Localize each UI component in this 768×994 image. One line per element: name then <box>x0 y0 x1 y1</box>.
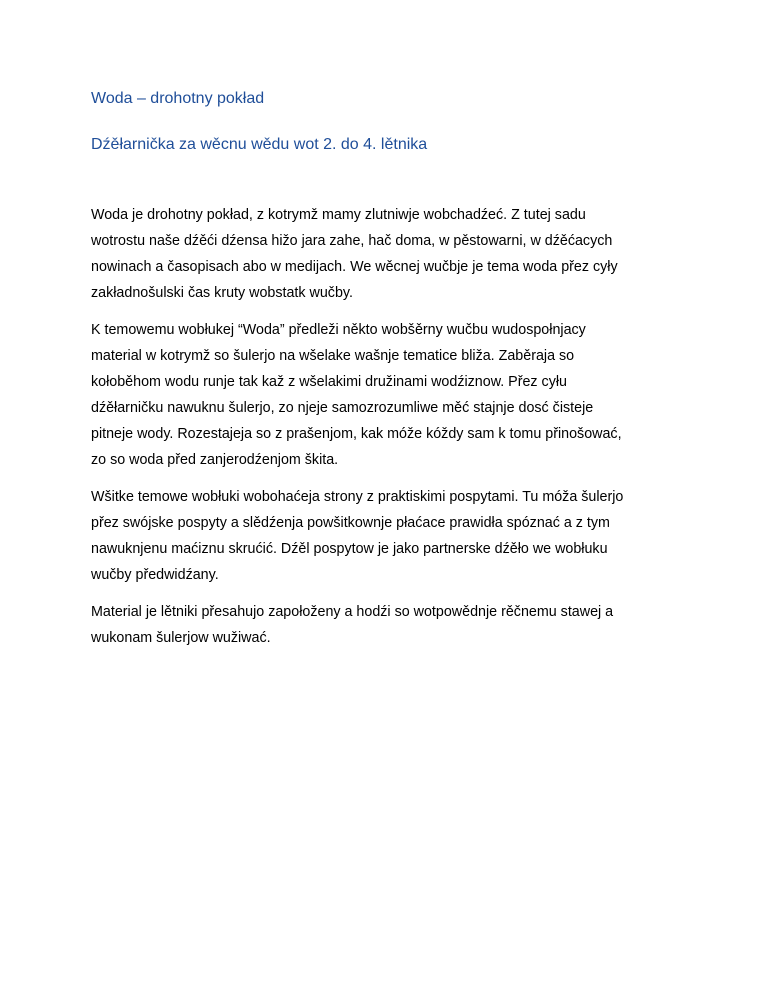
paragraph-line: K temowemu wobłukej “Woda” předleži někto wobšěrny wučbu wudospołnjacy <box>91 322 586 338</box>
paragraph-line: material w kotrymž so šulerjo na wšelake wašnje tematice bliža. Zaběraja so <box>91 348 575 364</box>
paragraph-line: wukonam šulerjow wužiwać. <box>91 630 271 646</box>
paragraph-line: dźěłarničku nawuknu šulerjo, zo njeje samozrozumliwe měć stajnje dosć čisteje <box>91 400 594 416</box>
paragraph-line: přez swójske pospyty a slědźenja powšitkownje płaćace prawidła spóznać a z tym <box>91 515 610 531</box>
paragraph-line: wučby předwidźany. <box>91 567 219 583</box>
paragraph-line: wotrostu naše dźěći dźensa hižo jara zahe, hač doma, w pěstowarni, w dźěćacych <box>91 233 613 249</box>
paragraph-line: zakładnošulski čas kruty wobstatk wučby. <box>91 285 353 301</box>
body-paragraph <box>91 317 691 473</box>
paragraph-line: pitneje wody. Rozestajeja so z prašenjom, kak móže kóždy sam k tomu přinošować, <box>91 426 622 442</box>
body-paragraph <box>91 202 691 306</box>
paragraph-line: Material je lětniki přesahujo zapołoženy a hodźi so wotpowědnje rěčnemu stawej a <box>91 604 614 620</box>
document-subtitle: Dźěłarnička za wěcnu wědu wot 2. do 4. lětnika <box>91 136 428 153</box>
paragraph-line: zo so woda před zanjerodźenjom škita. <box>91 452 339 468</box>
paragraph-line: Wšitke temowe wobłuki wobohaćeja strony z praktiskimi pospytami. Tu móža šulerjo <box>91 489 624 505</box>
body-paragraph <box>91 484 691 588</box>
document-body <box>91 202 691 662</box>
paragraph-line: kołoběhom wodu runje tak kaž z wšelakimi družinami wodźiznow. Přez cyłu <box>91 374 567 390</box>
paragraph-line: nawuknjenu maćiznu skrućić. Dźěl pospytow je jako partnerske dźěło we wobłuku <box>91 541 608 557</box>
document-title: Woda – drohotny pokład <box>91 90 265 107</box>
body-paragraph <box>91 599 691 651</box>
paragraph-line: Woda je drohotny pokład, z kotrymž mamy zlutniwje wobchadźeć. Z tutej sadu <box>91 207 586 223</box>
paragraph-line: nowinach a časopisach abo w medijach. We wěcnej wučbje je tema woda přez cyły <box>91 259 618 275</box>
